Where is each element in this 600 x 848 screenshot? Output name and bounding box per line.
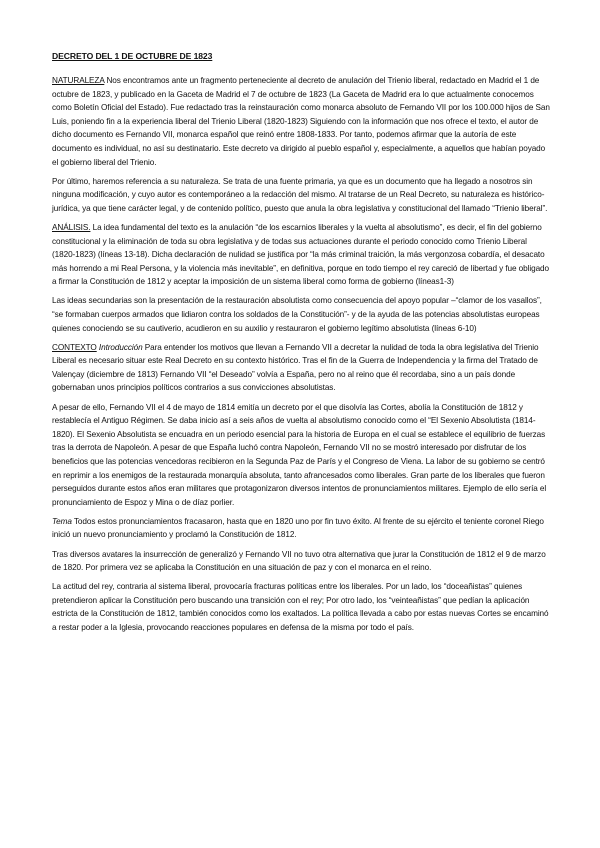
paragraph-text: Por último, haremos referencia a su naturaleza. Se trata de una fuente primaria, ya que es un documento que ha llegado a nosotros sin ninguna modificación, y cuyo autor es contemporáneo a la redacción del mismo. Al tratarse de un Real Decreto, su naturaleza es histórico-jurídica, ya que tiene carácter legal, y de contenido político, puesto que anula la obra legislativa y constitucional del llamado “Trienio liberal”.	[52, 176, 548, 213]
paragraph-ideas-secundarias	[52, 294, 552, 335]
section-label-analisis: ANÁLISIS.	[52, 222, 91, 232]
paragraph-naturaleza	[52, 74, 552, 169]
paragraph-contexto	[52, 341, 552, 395]
paragraph-text: Tras diversos avatares la insurrección de generalizó y Fernando VII no tuvo otra alternativa que jurar la Constitución de 1812 el 9 de marzo de 1820. Por primera vez se aplicaba la Constitución en una situación de paz y con el monarca en el reino.	[52, 549, 546, 573]
paragraph-naturaleza-2	[52, 175, 552, 216]
paragraph-text: La idea fundamental del texto es la anulación “de los escarnios liberales y la vuelta al absolutismo”, es decir, el fin del gobierno constitucional y la eliminación de toda su obra legislativa y de todas sus actuaciones durante el periodo conocido como Trienio Liberal (1820-1823) (líneas 13-18). Dicha declaración de nulidad se justifica por “la más criminal traición, la más vergonzosa cobardía, el desacato más horrendo a mi Real Persona, y la violencia más inevitable”, en definitiva, porque en todo tiempo el rey careció de libertad y fue obligado a firmar la Constitución de 1812 y aceptar la imposición de un sistema liberal como forma de gobierno (líneas1-3)	[52, 222, 550, 287]
paragraph-text: A pesar de ello, Fernando VII el 4 de mayo de 1814 emitía un decreto por el que disolvía las Cortes, abolía la Constitución de 1812 y restablecía el Antiguo Régimen. Se daba inicio así a seis años de vuelta al absolutismo conocido como el “El Sexenio Absolutista (1814-1820). El Sexenio Absolutista se encuadra en un periodo esencial para la historia de Europa en el cual se establece el equilibrio de fuerzas tras la derrota de Napoleón. A pesar de que España luchó contra Napoleón, Fernando VII no se mostró interesado por disfrutar de los beneficios que las potencias vencedoras recibieron en la Segunda Paz de París y el Congreso de Viena. La labor de su gobierno se centró en reprimir a los enemigos de la restaurada monarquía absoluta, tanto afrancesados como liberales. Gran parte de los liberales que fueron perseguidos durante estos años eran militares que protagonizaron diversos intentos de pronunciamientos militares. Ejemplo de ello sería el pronunciamiento de Espoz y Mina o de díaz porlier.	[52, 402, 547, 507]
paragraph-avatares	[52, 548, 552, 575]
paragraph-actitud-rey	[52, 580, 552, 634]
section-label-tema: Tema	[52, 516, 72, 526]
paragraph-text: Las ideas secundarias son la presentación de la restauración absolutista como consecuencia del apoyo popular –“clamor de los vasallos”, “se formaban cuerpos armados que lidiaron contra los soldados de la Constitución”- y de la ayuda de las potencias absolutistas europeas quienes conociendo se su cautiverio, acudieron en su auxilio y restauraron el gobierno legítimo absolutista (líneas 6-10)	[52, 296, 542, 333]
section-label-contexto: CONTEXTO	[52, 342, 97, 352]
paragraph-sexenio	[52, 401, 552, 510]
paragraph-analisis	[52, 221, 552, 289]
paragraph-text: Nos encontramos ante un fragmento perteneciente al decreto de anulación del Trienio liberal, redactado en Madrid el 1 de octubre de 1823, y publicado en la Gaceta de Madrid el 7 de octubre de 1823 (La Gaceta de Madrid era lo que actualmente conocemos como Boletín Oficial del Estado). Fue redactado tras la reinstauración como monarca absoluto de Fernando VII por los 100.000 hijos de San Luis, poniendo fin a la experiencia liberal del Trienio Liberal (1820-1823) Siguiendo con la información que nos ofrece el texto, el autor de dicho documento es Fernando VII, monarca español que reinó entre 1808-1833. Por tanto, podemos afirmar que la autoría de este documento es individual, no así su destinatario. Este decreto va dirigido al pueblo español y, especialmente, a aquellos que habían poyado el gobierno liberal del Trienio.	[52, 76, 550, 167]
paragraph-text: Todos estos pronunciamientos fracasaron, hasta que en 1820 uno por fin tuvo éxito. Al frente de su ejército el teniente coronel Riego inició un nuevo pronunciamiento y proclamó la Constitución de 1812.	[52, 516, 544, 540]
section-label-naturaleza: NATURALEZA	[52, 76, 105, 85]
paragraph-tema	[52, 515, 552, 542]
paragraph-text: Para entender los motivos que llevan a Fernando VII a decretar la nulidad de toda la obra legislativa del Trienio Liberal es necesario situar este Real Decreto en su contexto histórico. Tras el fin de la Guerra de Independencia y la firma del Tratado de Valençay (diciembre de 1813) Fernando VII “el Deseado” volvía a España, pero no al reino que él recordaba, sino a un país donde gobernaban unos principios políticos contrarios a sus convicciones absolutistas.	[52, 342, 539, 393]
document-body	[52, 50, 552, 640]
section-sublabel-introduccion: Introducción	[98, 342, 143, 352]
paragraph-text: La actitud del rey, contraria al sistema liberal, provocaría fracturas políticas entre los liberales. Por un lado, los “doceañistas” quienes pretendieron aplicar la Constitución pero buscando una transición con el rey; Por otro lado, los “veinteañistas” que pedían la aplicación estricta de la Constitución de 1812, también conocidos como los exaltados. La política llevada a cabo por estas nuevas Cortes se encaminó a restar poder a la Iglesia, provocando reacciones populares en defensa de la misma por todo el país.	[52, 582, 549, 632]
document-title: DECRETO DEL 1 DE OCTUBRE DE 1823	[52, 51, 213, 61]
